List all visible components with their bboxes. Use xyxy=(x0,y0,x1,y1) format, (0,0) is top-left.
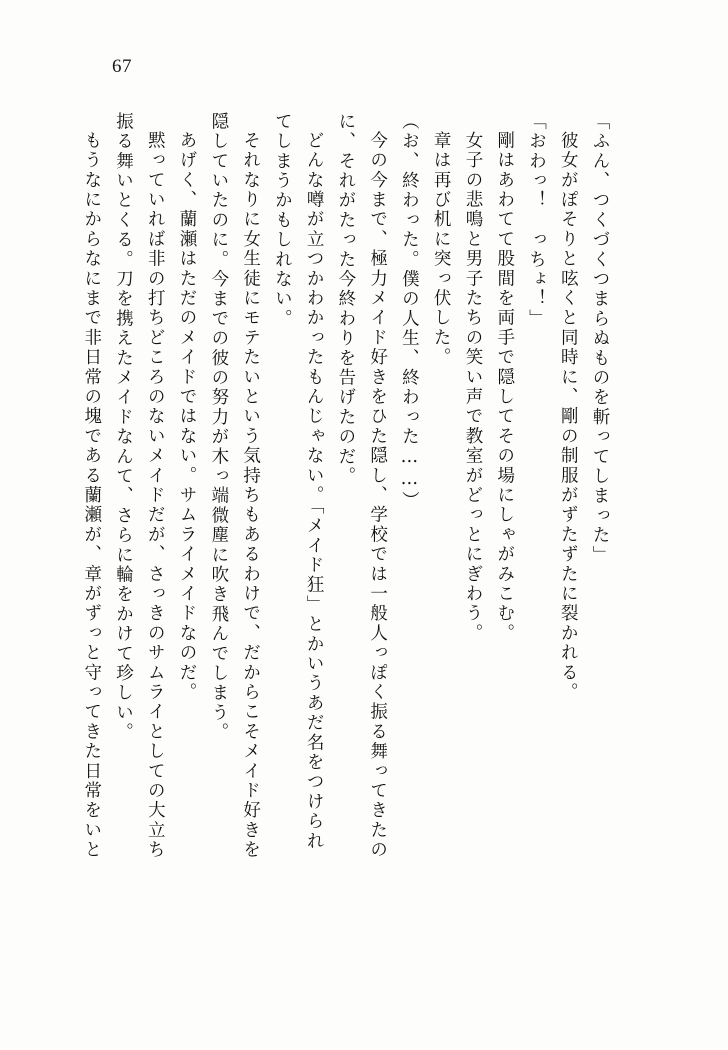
text-line: 振る舞いとくる。刀を携えたメイドなんて、さらに輪をかけて珍しい。 xyxy=(113,112,134,743)
text-line: （お、終わった。僕の人生、終わった……） xyxy=(399,112,420,511)
vertical-text-block xyxy=(78,112,618,952)
text-line: あげく、蘭瀬はただのメイドではない。サムライメイドなのだ。 xyxy=(177,131,198,703)
text-line: 章は再び机に突っ伏した。 xyxy=(431,131,452,368)
text-line: もうなにからなにまで非日常の塊である蘭瀬が、章がずっと守ってきた日常をいと xyxy=(81,131,102,860)
text-line: 剛はあわてて股間を両手で隠してその場にしゃがみこむ。 xyxy=(494,131,515,644)
text-line: 今の今まで、極力メイド好きをひた隠し、学校では一般人っぽく振る舞ってきたの xyxy=(367,131,388,860)
text-line: 「おわっ！ っちょ！」 xyxy=(526,112,547,329)
text-line: どんな噂が立つかわかったもんじゃない。「メイド狂」とかいうあだ名をつけられ xyxy=(304,131,325,852)
text-line: 彼女がぽそりと呟くと同時に、剛の制服がずたずたに裂かれる。 xyxy=(558,131,579,703)
text-line: てしまうかもしれない。 xyxy=(272,112,293,329)
text-line: それなりに女生徒にモテたいという気持ちもあるわけで、だからこそメイド好きを xyxy=(240,131,261,860)
text-line: 女子の悲鳴と男子たちの笑い声で教室がどっとにぎわう。 xyxy=(462,131,483,644)
text-line: 黙っていれば非の打ちどころのないメイドだが、さっきのサムライとしての大立ち xyxy=(145,131,166,860)
text-line: に、それがたった今終わりを告げたのだ。 xyxy=(335,112,356,487)
text-line: 「ふん、つくづくつまらぬものを斬ってしまった」 xyxy=(590,112,610,566)
page-number: 67 xyxy=(112,56,132,77)
text-line: 隠していたのに。今までの彼の努力が木っ端微塵に吹き飛んでしまう。 xyxy=(208,112,229,743)
